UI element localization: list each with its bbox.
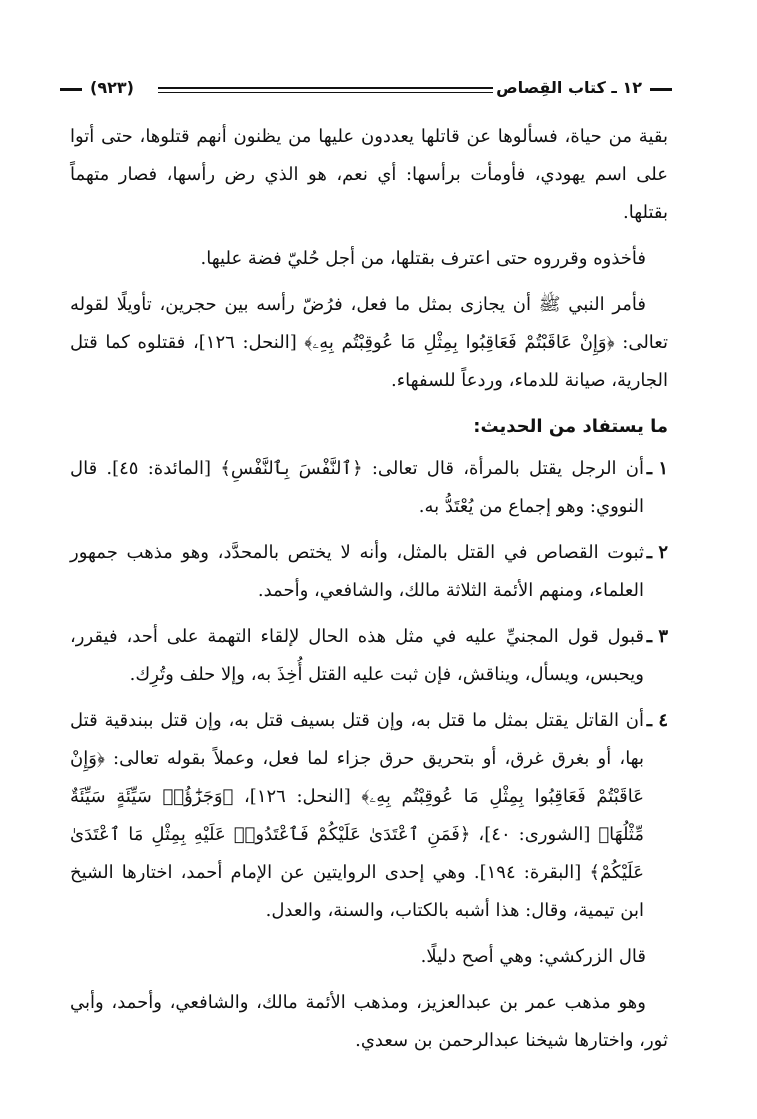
list-item-text: أن القاتل يقتل بمثل ما قتل به، وإن قتل بسيف قتل به، وإن قتل ببندقية قتل بها، أو بغرق غرق، أو بتحريق حرق جزاء لما فعل، وعملاً بقوله تعالى: ﴿وَإِنْ عَاقَبْتُمْ فَعَاقِبُوا بِمِثْلِ مَا عُوقِبْتُم بِهِۦ﴾ [النحل: ١٢٦]، ﴿وَجَزَٰٓؤُا۟ سَيِّئَةٍ سَيِّئَةٌ مِّثْلُهَا﴾ [الشورى: ٤٠]، ﴿فَمَنِ ٱعْتَدَىٰ عَلَيْكُمْ فَٱعْتَدُوا۟ عَلَيْهِ بِمِثْلِ مَا ٱعْتَدَىٰ عَلَيْكُمْ﴾ [البقرة: ١٩٤]. وهي إحدى الروايتين عن الإمام أحمد، اختارها الشيخ ابن تيمية، وقال: هذا أشبه بالكتاب، والسنة، والعدل. bbox=[70, 710, 645, 921]
header-rule-double-bottom bbox=[158, 92, 493, 93]
header-rule-left-mark bbox=[60, 88, 82, 91]
chapter-title: ١٢ ـ كتاب القِصاص bbox=[496, 78, 642, 97]
list-item-number: ٤ ـ bbox=[646, 710, 668, 731]
page-body bbox=[70, 118, 668, 1068]
paragraph-2: فأخذوه وقرروه حتى اعترف بقتلها، من أجل حُليّ فضة عليها. bbox=[200, 248, 646, 269]
paragraph-1: بقية من حياة، فسألوها عن قاتلها يعددون عليها من يظنون أنهم قتلوها، حتى أتوا على اسم يهودي، فأومأت برأسها: أي نعم، هو الذي رض رأسها، فصار متهماً بقتلها. bbox=[70, 126, 668, 223]
header-rule-right-mark bbox=[650, 88, 672, 91]
page-header bbox=[60, 78, 672, 102]
list-item bbox=[70, 450, 668, 526]
list-item-text: أن الرجل يقتل بالمرأة، قال تعالى: ﴿ٱلنَّفْسَ بِٱلنَّفْسِ﴾ [المائدة: ٤٥]. قال النووي: وهو إجماع من يُعْتَدُّ به. bbox=[70, 458, 644, 517]
list-item-text: قبول قول المجنيِّ عليه في مثل هذه الحال لإلقاء التهمة على أحد، فيقرر، ويحبس، ويسأل، ويناقش، فإن ثبت عليه القتل أُخِذَ به، وإلا حلف وتُرِك. bbox=[70, 626, 644, 685]
paragraph-3: فأمر النبي ﷺ أن يجازى بمثل ما فعل، فرُضّ رأسه بين حجرين، تأويلًا لقوله تعالى: ﴿وَإِنْ عَاقَبْتُمْ فَعَاقِبُوا بِمِثْلِ مَا عُوقِبْتُم بِهِۦ﴾ [النحل: ١٢٦]، فقتلوه كما قتل الجارية، صيانة للدماء، وردعاً للسفهاء. bbox=[70, 294, 668, 391]
section-heading: ما يستفاد من الحديث: bbox=[473, 416, 668, 437]
list-item bbox=[70, 618, 668, 694]
list-item bbox=[70, 702, 668, 930]
list-item bbox=[70, 534, 668, 610]
list-item-number: ٣ ـ bbox=[646, 626, 668, 647]
page-number: (٩٢٣) bbox=[90, 78, 134, 97]
final-paragraph: وهو مذهب عمر بن عبدالعزيز، ومذهب الأئمة مالك، والشافعي، وأحمد، وأبي ثور، واختارها شيخنا عبدالرحمن بن سعدي. bbox=[70, 992, 668, 1051]
list-item-number: ٢ ـ bbox=[646, 542, 668, 563]
list-item-number: ١ ـ bbox=[646, 458, 668, 479]
list-item-text: ثبوت القصاص في القتل بالمثل، وأنه لا يختص بالمحدَّد، وهو مذهب جمهور العلماء، ومنهم الأئمة الثلاثة مالك، والشافعي، وأحمد. bbox=[70, 542, 644, 601]
header-rule-double-top bbox=[158, 87, 493, 89]
zarkashi-quote: قال الزركشي: وهي أصح دليلًا. bbox=[420, 946, 646, 967]
